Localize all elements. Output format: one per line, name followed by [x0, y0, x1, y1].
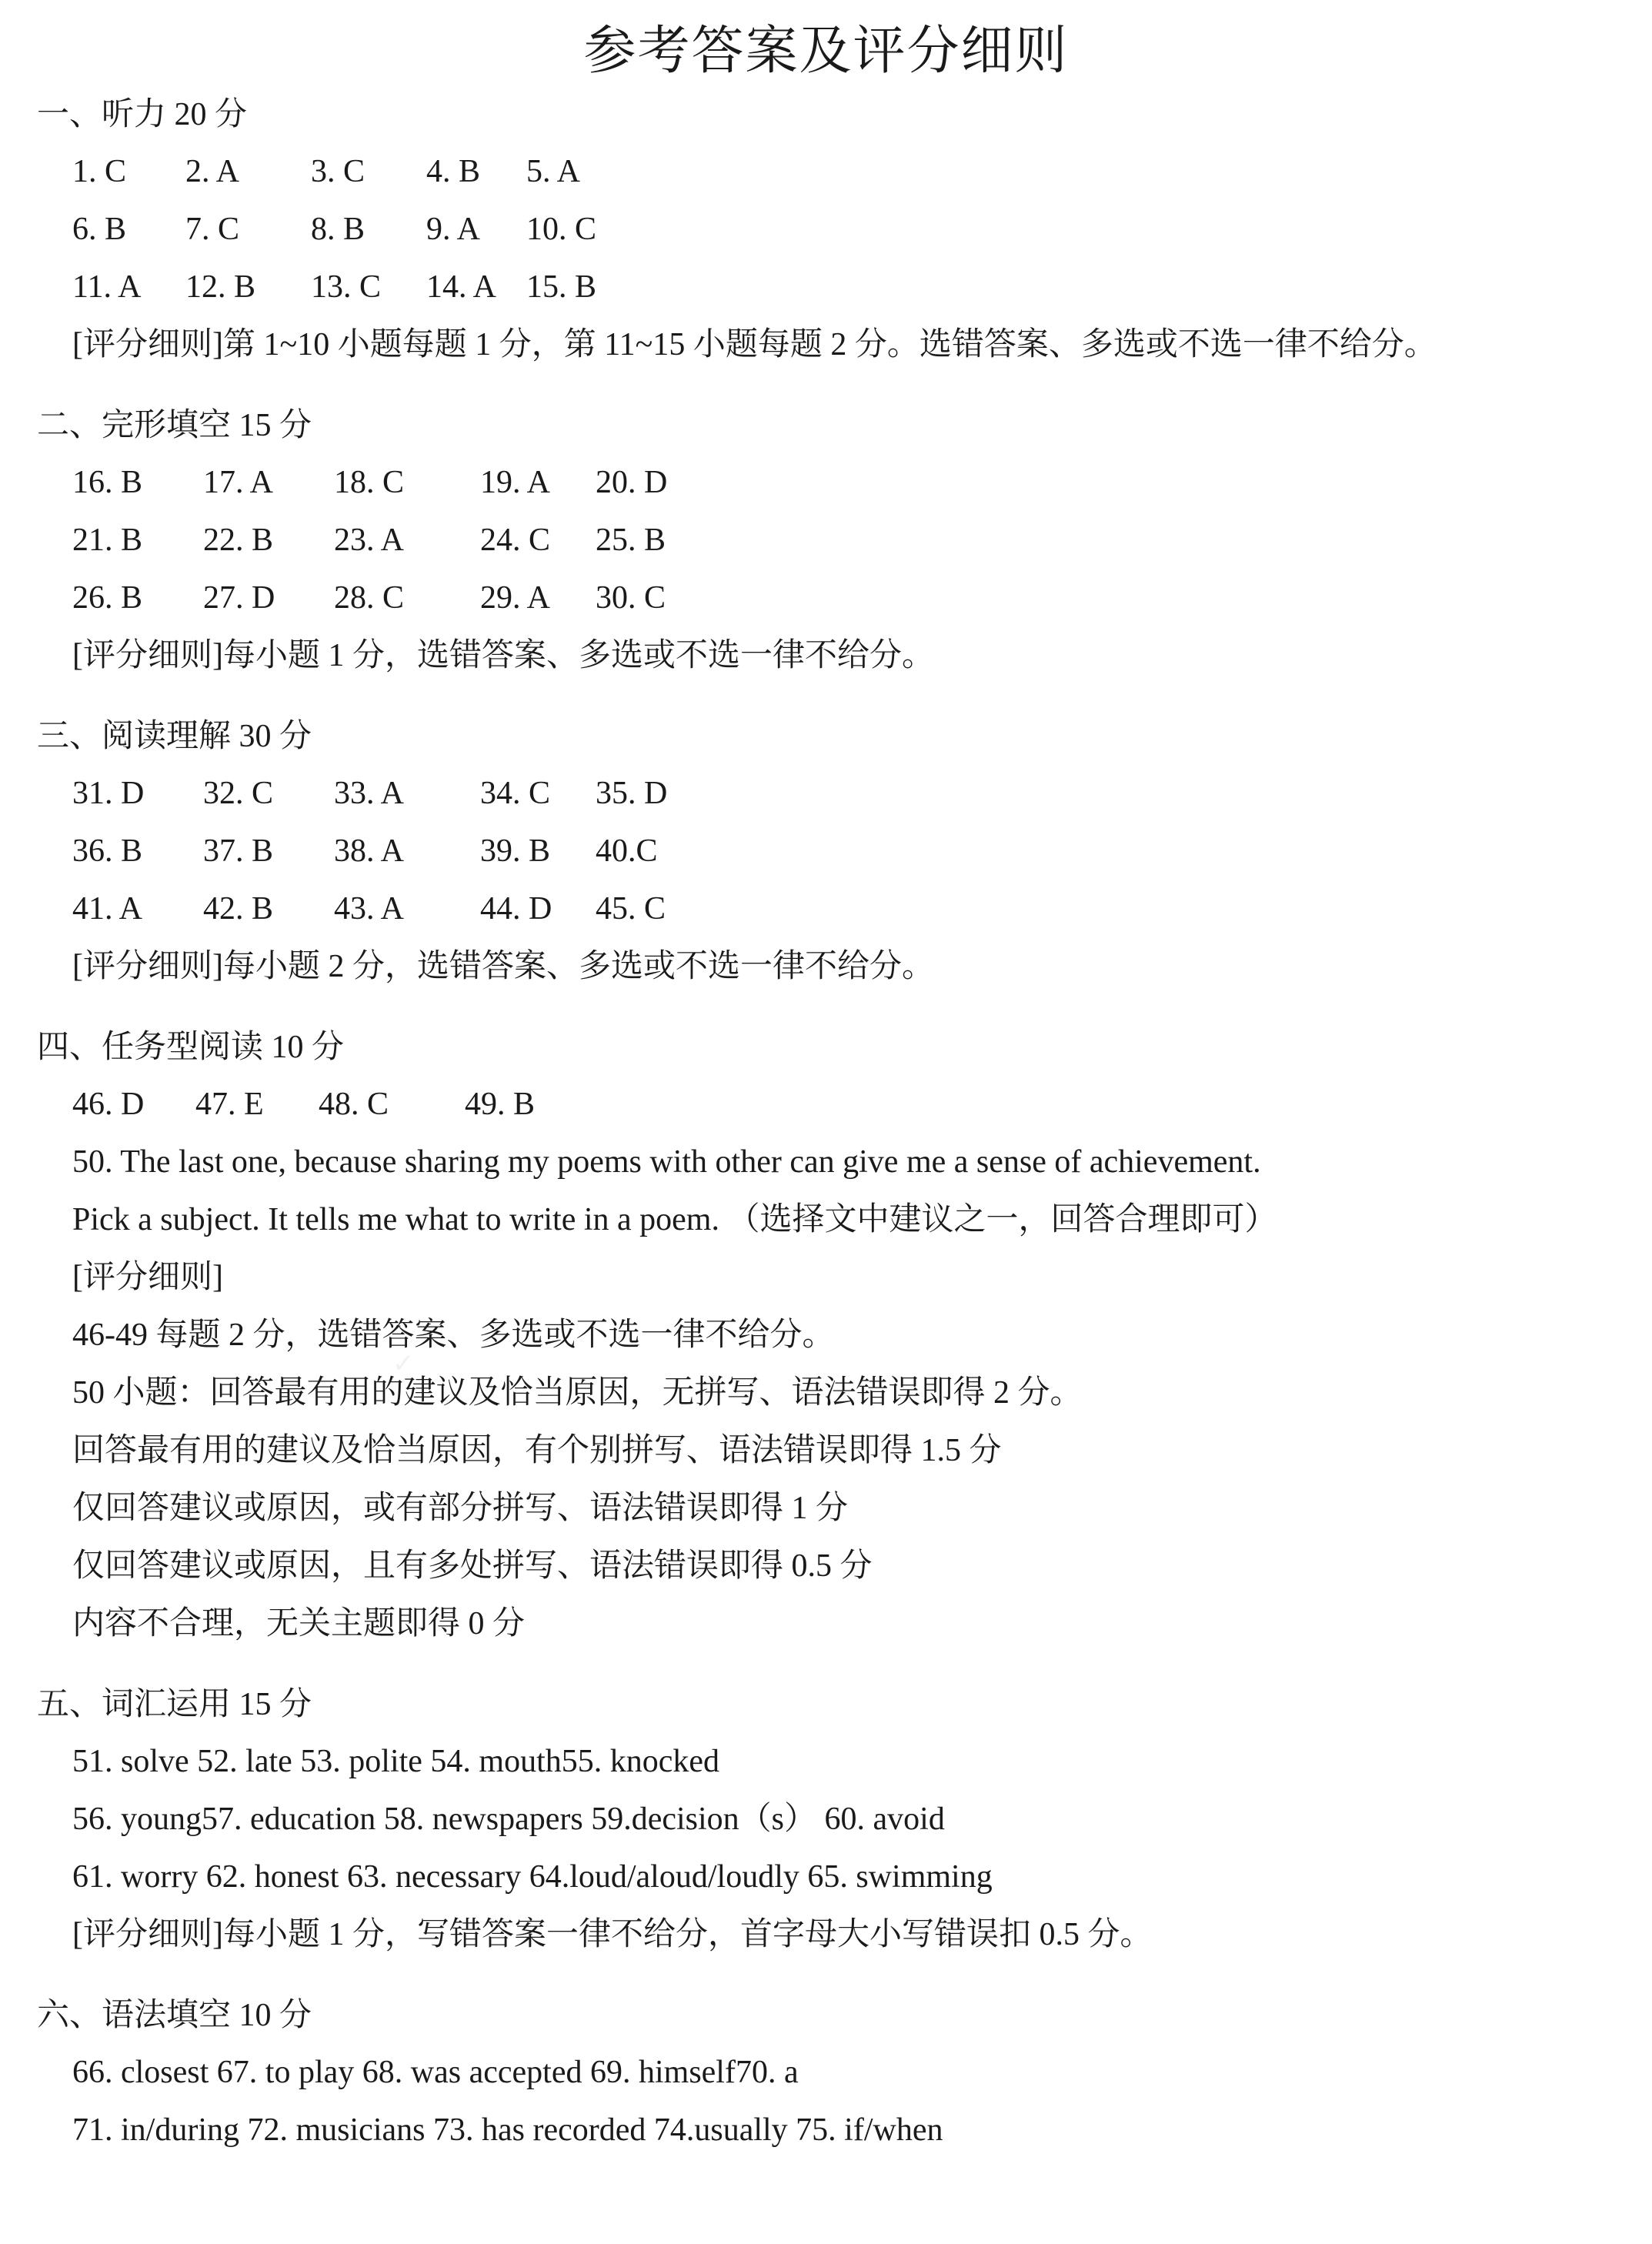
section — [37, 86, 1622, 374]
text-line: 61. worry 62. honest 63. necessary 64.loud/aloud/loudly 65. swimming — [72, 1859, 993, 1895]
section-heading: 一、听力 20 分 — [37, 97, 248, 132]
answer-row — [37, 569, 1622, 627]
answer-item: 39. B — [480, 833, 551, 869]
answer-row — [37, 143, 1622, 201]
section — [37, 1987, 1622, 2159]
section-heading: 四、任务型阅读 10 分 — [37, 1030, 345, 1065]
answer-item: 2. A — [185, 154, 240, 189]
section — [37, 1676, 1622, 1964]
text-line: [评分细则] — [72, 1260, 223, 1295]
answer-item: 18. C — [334, 465, 405, 500]
section-heading: 六、语法填空 10 分 — [37, 1998, 312, 2033]
answer-item: 7. C — [185, 212, 240, 247]
answer-item: 45. C — [596, 891, 666, 927]
text-line: 仅回答建议或原因，或有部分拼写、语法错误即得 1 分 — [72, 1491, 849, 1526]
answer-row — [37, 765, 1622, 823]
answer-item: 1. C — [72, 154, 127, 189]
section-heading: 二、完形填空 15 分 — [37, 408, 312, 443]
answer-item: 34. C — [480, 776, 551, 811]
answer-item: 28. C — [334, 580, 405, 616]
answer-item: 43. A — [334, 891, 405, 927]
answer-item: 14. A — [426, 269, 497, 305]
section-heading: 五、词汇运用 15 分 — [37, 1687, 312, 1722]
answer-row — [37, 454, 1622, 512]
answer-item: 33. A — [334, 776, 405, 811]
faint-watermark-mark: ✓ — [392, 1350, 415, 1378]
answer-item: 22. B — [203, 523, 274, 558]
answer-item: 41. A — [72, 891, 143, 927]
answer-item: 4. B — [426, 154, 481, 189]
answer-row — [37, 259, 1622, 316]
text-line: [评分细则]每小题 2 分，选错答案、多选或不选一律不给分。 — [72, 949, 934, 984]
answer-row — [37, 880, 1622, 938]
answer-item: 38. A — [334, 833, 405, 869]
section — [37, 1019, 1622, 1653]
text-line: 71. in/during 72. musicians 73. has recorded 74.usually 75. if/when — [72, 2112, 943, 2148]
answer-item: 11. A — [72, 269, 142, 305]
text-line: 回答最有用的建议及恰当原因，有个别拼写、语法错误即得 1.5 分 — [72, 1433, 1002, 1468]
answer-item: 36. B — [72, 833, 143, 869]
answer-row — [37, 512, 1622, 569]
answer-item: 31. D — [72, 776, 145, 811]
answer-item: 30. C — [596, 580, 666, 616]
text-line: 50 小题：回答最有用的建议及恰当原因，无拼写、语法错误即得 2 分。 — [72, 1375, 1083, 1411]
answer-item: 20. D — [596, 465, 668, 500]
answer-item: 12. B — [185, 269, 256, 305]
answer-item: 44. D — [480, 891, 552, 927]
answer-item: 49. B — [465, 1087, 536, 1122]
section — [37, 397, 1622, 685]
answer-item: 42. B — [203, 891, 274, 927]
answer-item: 8. B — [311, 212, 365, 247]
answer-item: 6. B — [72, 212, 127, 247]
text-line: 50. The last one, because sharing my poems with other can give me a sense of achievement. — [72, 1144, 1261, 1180]
answer-item: 16. B — [72, 465, 143, 500]
text-line: 仅回答建议或原因，且有多处拼写、语法错误即得 0.5 分 — [72, 1548, 873, 1584]
answer-item: 5. A — [526, 154, 581, 189]
answer-item: 21. B — [72, 523, 143, 558]
answer-item: 29. A — [480, 580, 551, 616]
page-title: 参考答案及评分细则 — [583, 22, 1069, 80]
answer-item: 13. C — [311, 269, 382, 305]
section-heading: 三、阅读理解 30 分 — [37, 719, 312, 754]
text-line: 46-49 每题 2 分，选错答案、多选或不选一律不给分。 — [72, 1317, 835, 1353]
answer-item: 27. D — [203, 580, 275, 616]
answer-item: 15. B — [526, 269, 597, 305]
text-line: 56. young57. education 58. newspapers 59.decision（s） 60. avoid — [72, 1802, 945, 1837]
answer-item: 48. C — [319, 1087, 389, 1122]
answer-item: 26. B — [72, 580, 143, 616]
text-line: [评分细则]每小题 1 分，选错答案、多选或不选一律不给分。 — [72, 638, 934, 673]
answer-key-content — [37, 86, 1622, 2182]
text-line: 66. closest 67. to play 68. was accepted 69. himself70. a — [72, 2055, 799, 2090]
text-line: [评分细则]每小题 1 分，写错答案一律不给分，首字母大小写错误扣 0.5 分。 — [72, 1917, 1153, 1952]
section — [37, 708, 1622, 996]
answer-item: 19. A — [480, 465, 551, 500]
answer-row — [37, 823, 1622, 880]
answer-item: 3. C — [311, 154, 365, 189]
answer-item: 35. D — [596, 776, 668, 811]
answer-item: 32. C — [203, 776, 274, 811]
answer-item: 10. C — [526, 212, 597, 247]
text-line: 51. solve 52. late 53. polite 54. mouth55. knocked — [72, 1744, 720, 1779]
answer-item: 17. A — [203, 465, 274, 500]
text-line: [评分细则]第 1~10 小题每题 1 分，第 11~15 小题每题 2 分。选错答案、多选或不选一律不给分。 — [72, 327, 1437, 362]
answer-item: 9. A — [426, 212, 481, 247]
answer-item: 46. D — [72, 1087, 145, 1122]
answer-row — [37, 201, 1622, 259]
text-line: Pick a subject. It tells me what to write in a poem. （选择文中建议之一，回答合理即可） — [72, 1202, 1277, 1237]
answer-item: 40.C — [596, 833, 658, 869]
text-line: 内容不合理，无关主题即得 0 分 — [72, 1606, 526, 1641]
answer-item: 37. B — [203, 833, 274, 869]
answer-row — [37, 1076, 1622, 1134]
answer-item: 23. A — [334, 523, 405, 558]
answer-item: 47. E — [195, 1087, 264, 1122]
answer-item: 25. B — [596, 523, 666, 558]
answer-item: 24. C — [480, 523, 551, 558]
